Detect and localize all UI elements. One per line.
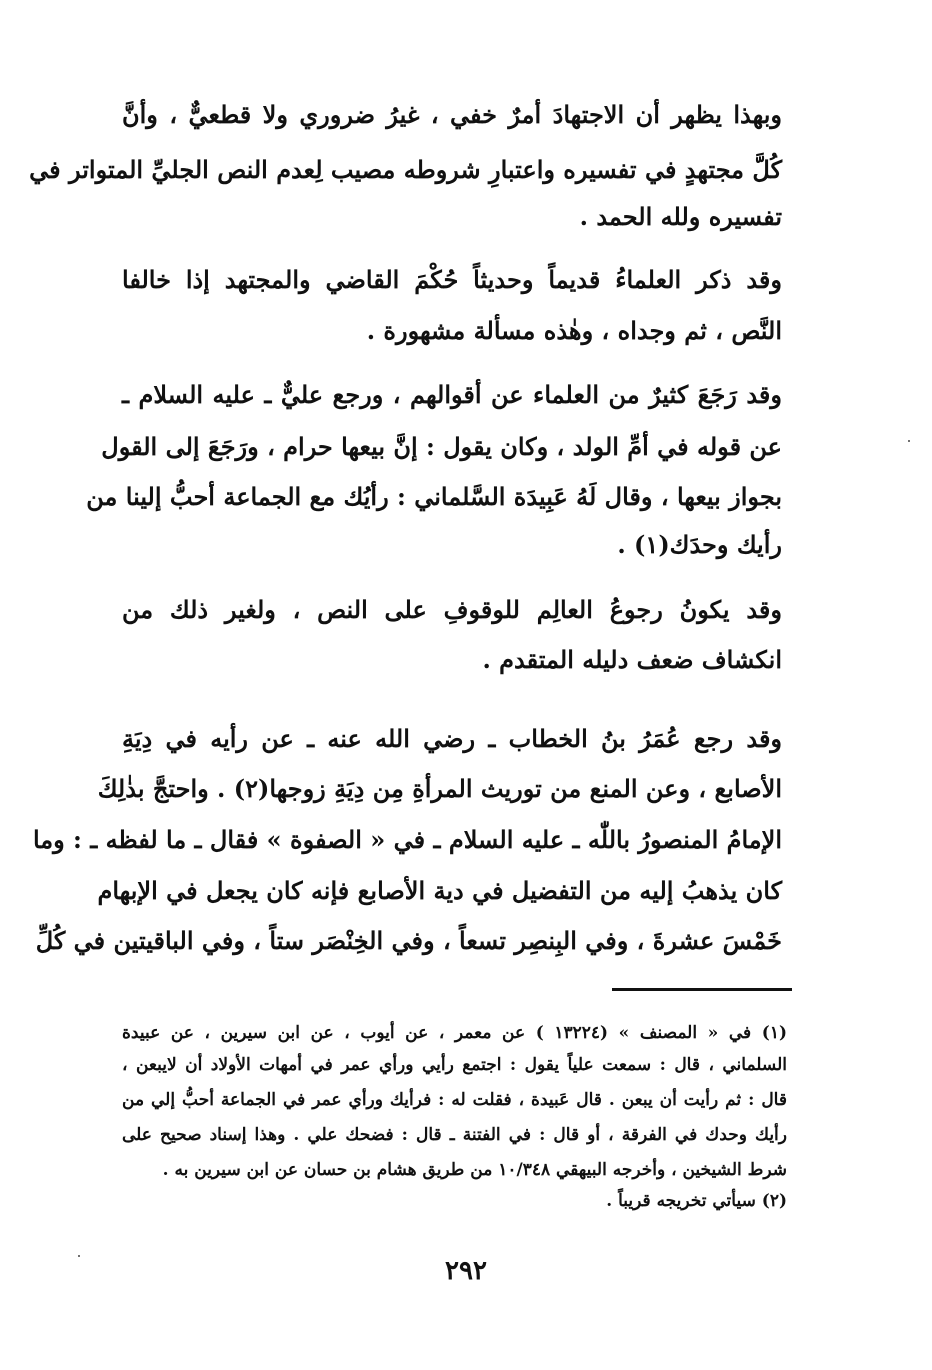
footnote-line: شرط الشيخين ، وأخرجه البيهقي ١٠/٣٤٨ من طريق هشام بن حسان عن ابن سيرين به . — [162, 1160, 787, 1180]
body-line: كُلَّ مجتهدٍ في تفسيره واعتبارِ شروطه مصيب لِعدم النص الجليِّ المتواتر في — [29, 155, 782, 184]
body-line: عن قوله في أمِّ الولد ، وكان يقول : إنَّ بيعها حرام ، ورَجَعَ إلى القول — [101, 432, 782, 461]
scan-speck — [908, 440, 910, 442]
body-line: وقد رجع عُمَرُ بنُ الخطاب ـ رضي الله عنه ـ عن رأيه في دِيَةِ — [122, 724, 782, 753]
body-line: خَمْسَ عشرةَ ، وفي البِنصِر تسعاً ، وفي الخِنْصَر ستاً ، وفي الباقيتين في كُلِّ — [35, 926, 782, 955]
footnote-line: السلماني ، قال : سمعت علياً يقول : اجتمع رأيي ورأي عمر في أمهات الأولاد أن لايبعن ، — [122, 1055, 787, 1075]
body-line: الإمامُ المنصورُ باللّٰه ـ عليه السلام ـ في « الصفوة » فقال ـ ما لفظه ـ : وما — [32, 825, 782, 854]
body-line: وقد يكونُ رجوعُ العالِم للوقوفِ على النص ، ولغير ذلك من — [122, 595, 782, 624]
footnote-separator — [612, 988, 792, 991]
page-number: ٢٩٢ — [445, 1256, 487, 1286]
body-line: تفسيره ولله الحمد . — [579, 202, 782, 231]
footnote-line: رأيك وحدك في الفرقة ، أو قال : في الفتنة ـ قال : فضحك علي . وهذا إسناد صحيح على — [122, 1125, 787, 1145]
body-line: رأيك وحدَك(١) . — [617, 530, 782, 559]
body-line: وبهذا يظهر أن الاجتهادَ أمرٌ خفي ، غيرُ ضروري ولا قطعيٌّ ، وأنَّ — [122, 100, 782, 129]
body-line: انكشاف ضعف دليله المتقدم . — [482, 645, 782, 674]
body-line: وقد رَجَعَ كثيرٌ من العلماء عن أقوالهم ، ورجع عليٌّ ـ عليه السلام ـ — [122, 380, 782, 409]
body-line: كان يذهبُ إليه من التفضيل في دية الأصابع فإنه كان يجعل في الإبهام — [97, 876, 782, 905]
body-line: بجواز بيعها ، وقال لَهُ عَبِيدَة السَّلماني : رأيُك مع الجماعة أحبُّ إلينا من — [86, 482, 782, 511]
footnote-line: قال : ثم رأيت أن يبعن . قال عَبيدة ، فقلت له : فرأيك ورأي عمر في الجماعة أحبُّ إلي من — [122, 1090, 787, 1110]
footnote-line: (١) في « المصنف » (١٣٢٢٤ ) عن معمر ، عن أيوب ، عن ابن سيرين ، عن عبيدة — [122, 1023, 787, 1043]
footnote-line: (٢) سيأتي تخريجه قريباً . — [606, 1191, 787, 1211]
body-line: وقد ذكر العلماءُ قديماً وحديثاً حُكْمَ القاضي والمجتهد إذا خالفا — [122, 265, 782, 294]
body-line: النَّص ، ثم وجداه ، وهٰذه مسألة مشهورة . — [366, 316, 782, 345]
body-line: الأصابع ، وعن المنع من توريث المرأةِ مِن دِيَةِ زوجها(٢) . واحتجَّ بذٰلِكَ — [97, 774, 782, 803]
scan-speck — [78, 1255, 80, 1257]
